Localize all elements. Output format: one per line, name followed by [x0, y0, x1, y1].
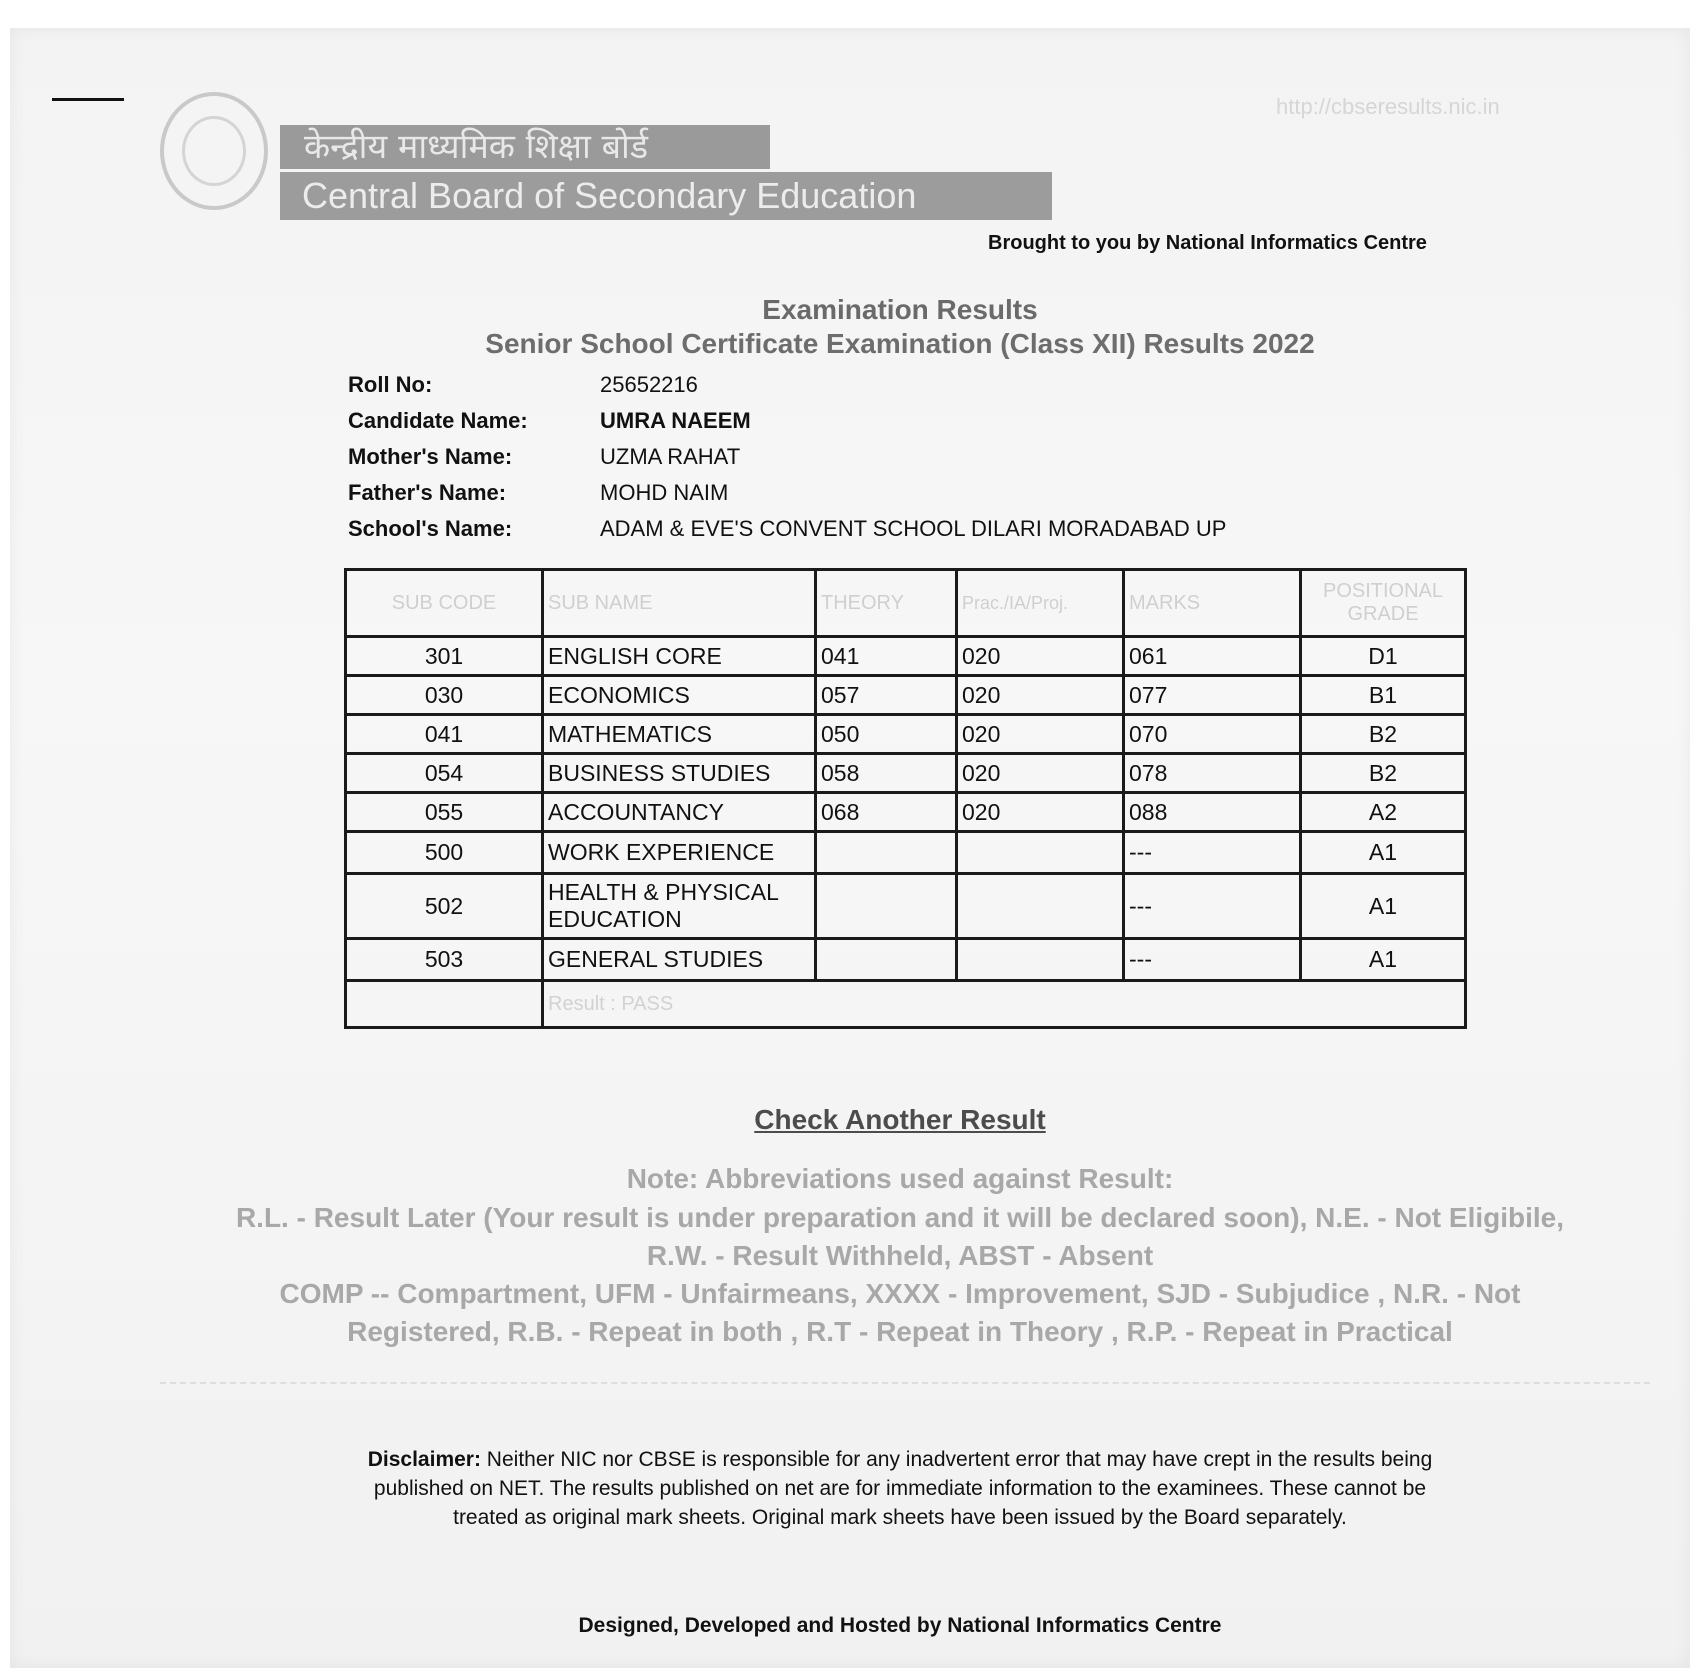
sub-name: WORK EXPERIENCE	[543, 832, 816, 874]
practical: 020	[957, 637, 1124, 676]
candidate-name-label: Candidate Name:	[348, 408, 528, 433]
sub-code: 030	[346, 676, 543, 715]
sub-code: 054	[346, 754, 543, 793]
father-name-label: Father's Name:	[348, 480, 507, 505]
practical: 020	[957, 715, 1124, 754]
sub-code: 041	[346, 715, 543, 754]
mother-name-label: Mother's Name:	[348, 444, 513, 469]
practical	[957, 874, 1124, 939]
theory	[816, 832, 957, 874]
sub-name: MATHEMATICS	[543, 715, 816, 754]
sub-name: BUSINESS STUDIES	[543, 754, 816, 793]
roll-label: Roll No:	[348, 372, 433, 397]
mother-name-value: UZMA RAHAT	[600, 444, 741, 469]
sub-code: 502	[346, 874, 543, 939]
sub-name: GENERAL STUDIES	[543, 939, 816, 981]
marks: 078	[1124, 754, 1301, 793]
disclaimer-text: Neither NIC nor CBSE is responsible for any inadvertent error that may have crept in the results being published on NET. The results published on net are for immediate information to the examinees. These cannot be treated as original mark sheets. Original mark sheets have been issued by the Board separately.	[373, 1448, 1433, 1529]
english-title-banner: Central Board of Secondary Education	[280, 172, 1052, 220]
result-value: Result : PASS	[543, 981, 1466, 1028]
hindi-title-banner: केन्द्रीय माध्यमिक शिक्षा बोर्ड	[280, 125, 770, 169]
candidate-name-value: UMRA NAEEM	[600, 408, 751, 433]
father-name-value: MOHD NAIM	[600, 480, 729, 505]
table-header-row	[346, 570, 1466, 637]
sub-code: 500	[346, 832, 543, 874]
grade: D1	[1301, 637, 1466, 676]
note-line-1: R.L. - Result Later (Your result is under preparation and it will be declared soon), N.E. - Not Eligibile,	[235, 1202, 1565, 1233]
grade: A2	[1301, 793, 1466, 832]
grade: B2	[1301, 754, 1466, 793]
note-line-2: R.W. - Result Withheld, ABST - Absent	[646, 1240, 1154, 1271]
result-row	[346, 981, 1466, 1028]
grade: A1	[1301, 874, 1466, 939]
grade: B2	[1301, 715, 1466, 754]
header-sub-name: SUB NAME	[543, 570, 816, 637]
table-row	[346, 832, 1466, 874]
practical: 020	[957, 676, 1124, 715]
sub-code: 055	[346, 793, 543, 832]
theory: 057	[816, 676, 957, 715]
roll-value: 25652216	[600, 372, 698, 397]
pen-mark	[52, 98, 124, 101]
header-positional-grade: POSITIONAL GRADE	[1301, 570, 1466, 637]
disclaimer-label: Disclaimer:	[367, 1448, 481, 1471]
theory	[816, 939, 957, 981]
theory	[816, 874, 957, 939]
check-another-result-link[interactable]: Check Another Result	[754, 1104, 1046, 1135]
table-row	[346, 637, 1466, 676]
sub-code: 503	[346, 939, 543, 981]
header-theory: THEORY	[816, 570, 957, 637]
disclaimer	[350, 1445, 1450, 1532]
site-url: http://cbseresults.nic.in	[1276, 94, 1500, 119]
marks-table	[344, 568, 1467, 1029]
exam-subtitle: Senior School Certificate Examination (Class XII) Results 2022	[485, 328, 1315, 359]
header-sub-code: SUB CODE	[346, 570, 543, 637]
note-line-4: Registered, R.B. - Repeat in both , R.T - Repeat in Theory , R.P. - Repeat in Practical	[347, 1316, 1453, 1347]
cbse-seal-icon	[160, 92, 268, 210]
dashed-separator	[160, 1382, 1650, 1384]
footer-credit: Designed, Developed and Hosted by National Informatics Centre	[578, 1614, 1222, 1637]
marks: ---	[1124, 939, 1301, 981]
table-row	[346, 754, 1466, 793]
seal-inner-ring	[182, 116, 246, 186]
marks: 077	[1124, 676, 1301, 715]
provider-line: Brought to you by National Informatics Centre	[988, 232, 1427, 254]
exam-title: Examination Results	[762, 294, 1038, 325]
table-row	[346, 715, 1466, 754]
sub-name: ECONOMICS	[543, 676, 816, 715]
header-marks: MARKS	[1124, 570, 1301, 637]
grade: B1	[1301, 676, 1466, 715]
school-name-label: School's Name:	[348, 516, 513, 541]
practical	[957, 832, 1124, 874]
note-line-3: COMP -- Compartment, UFM - Unfairmeans, XXXX - Improvement, SJD - Subjudice , N.R. - Not	[279, 1278, 1521, 1309]
table-row	[346, 793, 1466, 832]
note-title: Note: Abbreviations used against Result:	[626, 1163, 1174, 1194]
marks: ---	[1124, 874, 1301, 939]
practical: 020	[957, 754, 1124, 793]
marks: 061	[1124, 637, 1301, 676]
grade: A1	[1301, 939, 1466, 981]
school-name-value: ADAM & EVE'S CONVENT SCHOOL DILARI MORADABAD UP	[600, 516, 1227, 541]
table-row	[346, 874, 1466, 939]
sub-name: ENGLISH CORE	[543, 637, 816, 676]
marks: 070	[1124, 715, 1301, 754]
theory: 058	[816, 754, 957, 793]
sub-code: 301	[346, 637, 543, 676]
marks: 088	[1124, 793, 1301, 832]
theory: 050	[816, 715, 957, 754]
grade: A1	[1301, 832, 1466, 874]
marks: ---	[1124, 832, 1301, 874]
result-spacer	[346, 981, 543, 1028]
theory: 068	[816, 793, 957, 832]
table-row	[346, 939, 1466, 981]
practical	[957, 939, 1124, 981]
practical: 020	[957, 793, 1124, 832]
header-practical: Prac./IA/Proj.	[957, 570, 1124, 637]
theory: 041	[816, 637, 957, 676]
sub-name: ACCOUNTANCY	[543, 793, 816, 832]
table-row	[346, 676, 1466, 715]
sub-name: HEALTH & PHYSICAL EDUCATION	[543, 874, 816, 939]
